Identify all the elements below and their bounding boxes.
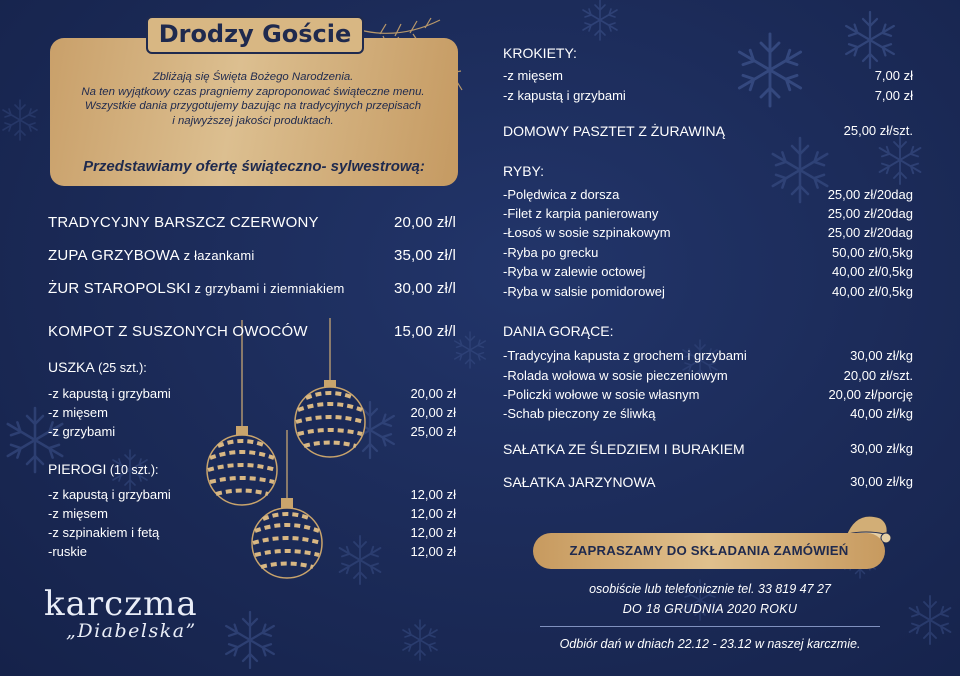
section-header-dania: DANIA GORĄCE: [503, 323, 614, 339]
item-price: 20,00 zł [410, 405, 456, 420]
item-name: -z mięsem [48, 506, 108, 521]
item-name: SAŁATKA ZE ŚLEDZIEM I BURAKIEM [503, 441, 745, 457]
item-name: -Polędwica z dorsza [503, 187, 620, 202]
item-price: 7,00 zł [874, 88, 913, 103]
item-price: 15,00 zł/l [393, 323, 456, 340]
item-price: 35,00 zł/l [393, 247, 456, 264]
item-price: 20,00 zł/porcję [828, 387, 913, 402]
snowflake-icon [773, 138, 827, 202]
item-price: 12,00 zł [410, 487, 456, 502]
section-header-pierogi [48, 461, 158, 477]
item-name: -Ryba po grecku [503, 245, 599, 260]
item-price: 25,00 zł/20dag [827, 225, 913, 240]
welcome-line: Zbliżają się Święta Bożego Narodzenia. [152, 71, 354, 83]
item-price: 20,00 zł/l [393, 214, 456, 231]
item-name: -z mięsem [48, 405, 108, 420]
section-note: (10 szt.): [106, 463, 159, 477]
snowflake-icon [583, 0, 617, 40]
item-price: 30,00 zł/kg [850, 348, 913, 363]
section-header-uszka [48, 359, 147, 375]
item-price: 25,00 zł [410, 424, 456, 439]
welcome-text [78, 70, 428, 128]
pickup-info: Odbiór dań w dniach 22.12 - 23.12 w naszej karczmie. [559, 637, 861, 651]
item-name: -ruskie [48, 544, 88, 559]
item-price: 40,00 zł/0,5kg [832, 264, 913, 279]
item-price: 7,00 zł [874, 68, 913, 83]
item-name: ŻUR STAROPOLSKI [48, 280, 191, 297]
item-price: 20,00 zł [410, 386, 456, 401]
item-name: KOMPOT Z SUSZONYCH OWOCÓW [48, 323, 308, 340]
item-price: 25,00 zł/20dag [827, 187, 913, 202]
item-name: DOMOWY PASZTET Z ŻURAWINĄ [503, 123, 725, 139]
contact-info: osobiście lub telefonicznie tel. 33 819 47 27 [589, 582, 831, 596]
item-price: 30,00 zł/kg [850, 474, 913, 489]
item-name: -Schab pieczony ze śliwką [503, 406, 656, 421]
snowflake-icon [3, 100, 37, 140]
item-price: 25,00 zł/20dag [827, 206, 913, 221]
offer-heading: Przedstawiamy ofertę świąteczno- sylwestrową: [83, 158, 425, 175]
item-price: 40,00 zł/0,5kg [832, 284, 913, 299]
welcome-line: i najwyższej jakości produktach. [172, 114, 334, 127]
section-title: PIEROGI [48, 461, 107, 477]
bauble-icon [207, 320, 277, 505]
snowflake-icon [340, 536, 381, 584]
item-price: 30,00 zł/kg [850, 441, 913, 456]
item-price: 12,00 zł [410, 525, 456, 540]
item-name: -Rolada wołowa w sosie pieczeniowym [503, 368, 728, 383]
item-name: SAŁATKA JARZYNOWA [503, 474, 656, 490]
item-price: 30,00 zł/l [393, 280, 456, 297]
snowflake-icon [455, 332, 486, 368]
item-name: -Ryba w salsie pomidorowej [503, 284, 665, 299]
logo-karczma: karczma [44, 584, 198, 624]
item-name: -z kapustą i grzybami [48, 386, 171, 401]
order-invite-banner: ZAPRASZAMY DO SKŁADANIA ZAMÓWIEŃ [533, 533, 885, 569]
divider [540, 626, 880, 627]
item-name: -z kapustą i grzybami [503, 88, 626, 103]
snowflake-icon [226, 612, 274, 668]
item-name: -Policzki wołowe w sosie własnym [503, 387, 700, 402]
snowflake-icon [739, 34, 800, 106]
item-name: -Tradycyjna kapusta z grochem i grzybami [503, 348, 747, 363]
item-price: 12,00 zł [410, 544, 456, 559]
item-price: 20,00 zł/szt. [843, 368, 913, 383]
order-deadline: DO 18 GRUDNIA 2020 ROKU [622, 602, 798, 616]
item-name: -z mięsem [503, 68, 563, 83]
welcome-box [50, 20, 458, 186]
item-name: -Łosoś w sosie szpinakowym [503, 225, 671, 240]
item-name: -z kapustą i grzybami [48, 487, 171, 502]
section-header-ryby: RYBY: [503, 163, 544, 179]
item-name: -z szpinakiem i fetą [48, 525, 160, 540]
section-header-krokiety: KROKIETY: [503, 45, 577, 61]
item-price: 40,00 zł/kg [850, 406, 913, 421]
item-name: -z grzybami [48, 424, 116, 439]
item-price: 25,00 zł/szt. [843, 123, 913, 138]
item-name: -Filet z karpia panierowany [503, 206, 659, 221]
welcome-title: Drodzy Goście [146, 16, 364, 54]
welcome-line: Wszystkie dania przygotujemy bazując na tradycyjnych przepisach [84, 100, 422, 112]
item-name: ZUPA GRZYBOWA [48, 247, 180, 264]
snowflake-icon [846, 12, 894, 68]
section-title: USZKA [48, 359, 95, 375]
snowflake-icon [880, 136, 921, 184]
item-name: -Ryba w zalewie octowej [503, 264, 646, 279]
welcome-line: Na ten wyjątkowy czas pragniemy zaproponować świąteczne menu. [81, 85, 425, 98]
item-price: 12,00 zł [410, 506, 456, 521]
section-note: (25 szt.): [94, 361, 147, 375]
logo-diabelska: „Diabelska” [66, 620, 197, 642]
item-extra: z grzybami i ziemniakiem [190, 281, 345, 296]
snowflake-icon [910, 596, 951, 644]
item-extra: z łazankami [179, 248, 255, 263]
item-name: TRADYCYJNY BARSZCZ CZERWONY [48, 214, 319, 231]
snowflake-icon [403, 620, 437, 660]
item-price: 50,00 zł/0,5kg [832, 245, 913, 260]
